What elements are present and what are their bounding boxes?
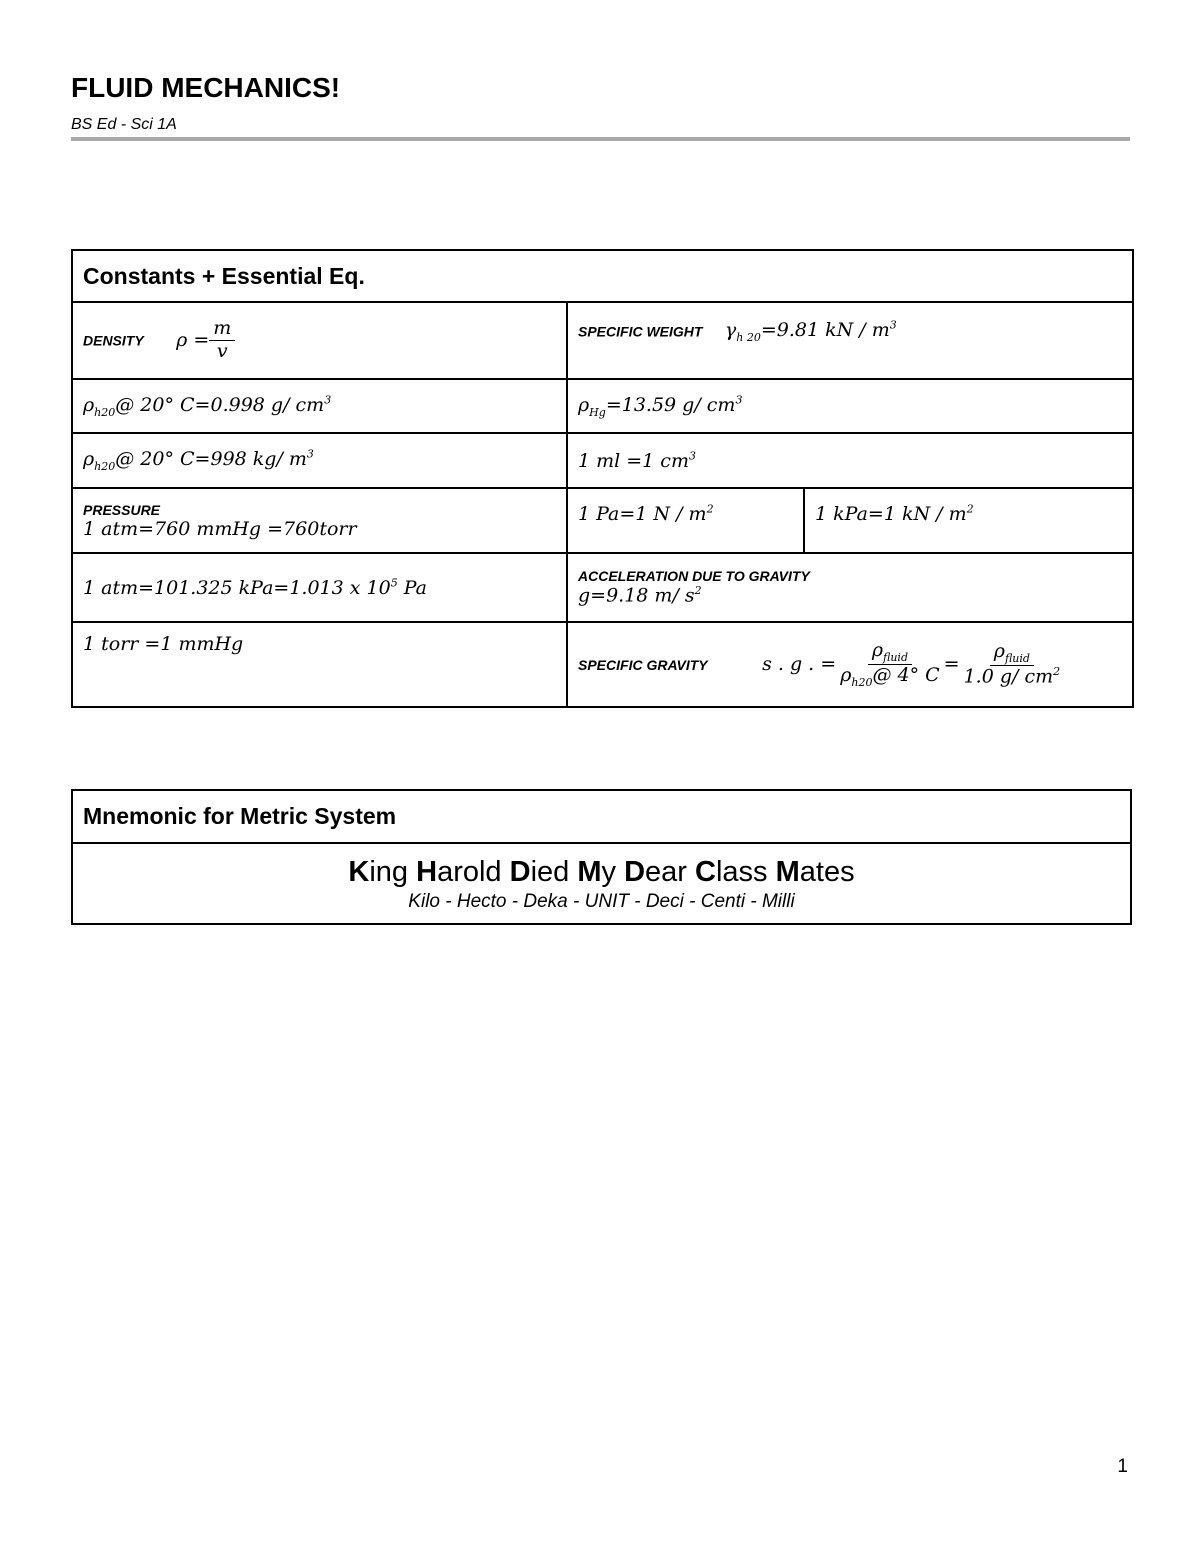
- mnemonic-heading: Mnemonic for Metric System: [72, 790, 1131, 843]
- water-density-kg-equation: $\rho_{h20}@$ 20° C=998 kg/ $m^3$: [83, 447, 314, 474]
- page-number: 1: [1117, 1456, 1128, 1477]
- constants-heading: Constants + Essential Eq.: [72, 250, 1133, 302]
- density-label: DENSITY: [83, 332, 144, 349]
- atm-kpa-equation: 1 atm=101.325 kPa=1.013 x $10^5$ Pa: [83, 576, 428, 599]
- density-cell: [72, 302, 567, 379]
- pascal-equation: 1 Pa=1 N / $m^2$: [578, 503, 714, 526]
- torr-cell: [72, 622, 567, 707]
- pressure-cell: [72, 488, 567, 553]
- page-subtitle: BS Ed - Sci 1A: [71, 116, 177, 133]
- pressure-label: PRESSURE: [83, 501, 161, 518]
- kilopascal-cell: [804, 488, 1133, 553]
- page-title: FLUID MECHANICS!: [71, 72, 341, 103]
- water-density-g-equation: $\rho_{h20}@$ 20° C=0.998 g/ $cm^3$: [83, 393, 332, 419]
- specific-weight-cell: [567, 302, 1133, 379]
- header-rule: [71, 137, 1130, 141]
- specific-weight-equation: $\gamma_{h 20}=9.81$ kN / $m^3$: [724, 319, 897, 345]
- mnemonic-phrase: King Harold Died My Dear Class Mates: [348, 856, 855, 888]
- gravity-equation: g=9.18 m/ $s^2$: [578, 584, 702, 607]
- gravity-cell: [567, 553, 1133, 622]
- gravity-label: ACCELERATION DUE TO GRAVITY: [578, 568, 810, 585]
- atm-torr-equation: 1 atm=760 mmHg =760torr: [83, 517, 357, 540]
- mnemonic-expansion: Kilo - Hecto - Deka - UNIT - Deci - Centi - Milli: [408, 891, 795, 912]
- specific-weight-label: SPECIFIC WEIGHT: [578, 323, 703, 340]
- constants-table: [71, 249, 1134, 708]
- atm-kpa-cell: [72, 553, 567, 622]
- mnemonic-body: [72, 843, 1131, 924]
- mnemonic-table: [71, 789, 1132, 925]
- kilopascal-equation: 1 kPa=1 kN / $m^2$: [815, 503, 974, 526]
- torr-equation: 1 torr =1 mmHg: [83, 633, 244, 655]
- specific-gravity-cell: [567, 622, 1133, 707]
- pascal-cell: [567, 488, 804, 553]
- water-density-g-cell: [72, 379, 567, 433]
- specific-gravity-equation: s . g . = $\frac{\rho_{fluid}}{\rho_{h20}@ 4^\circ C}$ = $\frac{\rho_{fluid}}{1.0 g/ cm^2}$: [762, 638, 1061, 689]
- mercury-density-equation: $\rho_{Hg}=13.59$ g/ $cm^3$: [578, 393, 743, 419]
- specific-gravity-label: SPECIFIC GRAVITY: [578, 656, 708, 673]
- density-equation: ρ = $\frac{m}{v}$: [176, 329, 235, 351]
- ml-equation: 1 ml =1 $cm^3$: [578, 449, 696, 472]
- ml-cell: [567, 433, 1133, 488]
- mercury-density-cell: [567, 379, 1133, 433]
- water-density-kg-cell: [72, 433, 567, 488]
